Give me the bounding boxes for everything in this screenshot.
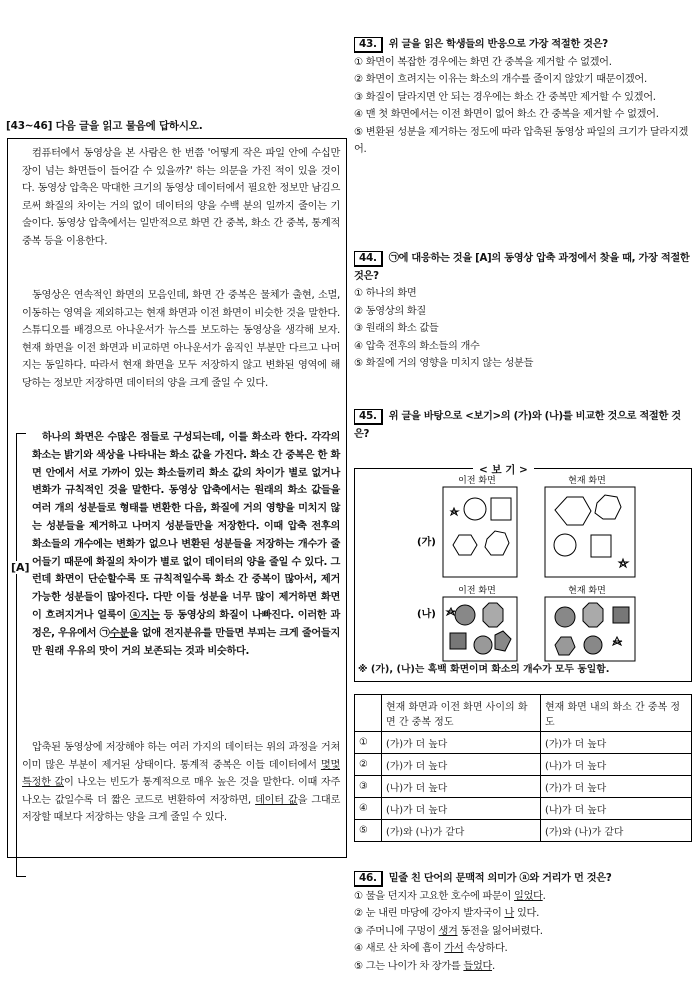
table-row[interactable] bbox=[355, 776, 692, 798]
underlined-data-value: 데이터 값 bbox=[255, 794, 298, 806]
question-44-title: ㉠에 대응하는 것을 [A]의 동영상 압축 과정에서 찾을 때, 가장 적절한 것은? bbox=[354, 253, 690, 282]
na-label: (나) bbox=[417, 609, 436, 620]
ga-label: (가) bbox=[417, 537, 436, 548]
q46-option-3[interactable]: ③ 주머니에 구멍이 생겨 동전을 잃어버렸다. bbox=[354, 925, 543, 937]
table-header-col1: 현재 화면과 이전 화면 사이의 화면 간 중복 정도 bbox=[382, 695, 541, 732]
row-cell-a: (나)가 더 높다 bbox=[382, 798, 541, 820]
question-45-title: 위 글을 바탕으로 <보기>의 (가)와 (나)를 비교한 것으로 적절한 것은? bbox=[354, 411, 681, 440]
q43-option-5[interactable]: ⑤ 변환된 성분을 제거하는 정도에 따라 압축된 동영상 파일의 크기가 달라지겠어. bbox=[354, 126, 688, 155]
q46-option-1[interactable]: ① 물을 던지자 고요한 호수에 파문이 일었다. bbox=[354, 890, 546, 902]
q44-option-1[interactable]: ① 하나의 화면 bbox=[354, 288, 417, 299]
underlined-word-a: ⓐ지는 bbox=[129, 609, 160, 621]
row-cell-b: (가)가 더 높다 bbox=[541, 732, 692, 754]
table-row[interactable] bbox=[355, 798, 692, 820]
q44-option-4[interactable]: ④ 압축 전후의 화소들의 개수 bbox=[354, 340, 480, 352]
bogi-box bbox=[354, 464, 692, 682]
question-number-44: 44. bbox=[354, 251, 383, 267]
bracket-a-label: [A] bbox=[11, 561, 30, 574]
row-cell-a: (가)가 더 높다 bbox=[382, 732, 541, 754]
table-row[interactable] bbox=[355, 820, 692, 842]
bogi-note: ※ (가), (나)는 흑백 화면이며 화소의 개수가 모두 동일함. bbox=[358, 664, 610, 675]
q44-option-2[interactable]: ② 동영상의 화질 bbox=[354, 305, 426, 317]
row-cell-a: (가)가 더 높다 bbox=[382, 754, 541, 776]
q46-option-2[interactable]: ② 눈 내린 마당에 강아지 발자국이 나 있다. bbox=[354, 908, 540, 919]
paragraph-a-text-3: 을 없애 전지분유를 만들면 부피는 크게 줄어들지만 원래 우유의 맛이 거의 보존되는 것과 비슷하다. bbox=[32, 627, 340, 657]
q44-option-5[interactable]: ⑤ 화질에 거의 영향을 미치지 않는 성분들 bbox=[354, 358, 534, 369]
table-row[interactable] bbox=[355, 732, 692, 754]
question-number-45: 45. bbox=[354, 409, 383, 425]
paragraph-4-text-1: 압축된 동영상에 저장해야 하는 여러 가지의 데이터는 위의 과정을 거쳐 이미 많은 부분이 제거된 상태이다. 통계적 중복은 이들 데이터에서 bbox=[22, 742, 340, 771]
question-46 bbox=[354, 870, 694, 975]
q43-option-1[interactable]: ① 화면이 복잡한 경우에는 화면 간 중복을 제거할 수 없겠어. bbox=[354, 56, 612, 68]
row-cell-b: (가)와 (나)가 같다 bbox=[541, 820, 692, 842]
passage-paragraph-2: 동영상은 연속적인 화면의 모음인데, 화면 간 중복은 물체가 출현, 소멸, 이동하는 영역을 제외하고는 현재 화면과 이전 화면이 비슷한 것을 말한다. 스튜디오를 배경으로 아나운서가 뉴스를 보도하는 동영상을 생각해 보자. 현재 화면을 이전 화면과 비교하면 아나운서가 움직인 부분만 다르고 나머지는 동일하다. 따라서 현재 화면을 모두 저장하지 않고 변화된 영역에 해당하는 정보만 저장하면 데이터의 양을 크게 줄일 수 있다. bbox=[22, 290, 340, 389]
row-cell-b: (가)가 더 높다 bbox=[541, 776, 692, 798]
question-46-title: 밑줄 친 단어의 문맥적 의미가 ⓐ와 거리가 먼 것은? bbox=[388, 873, 612, 884]
paragraph-a-text-1: 하나의 화면은 수많은 점들로 구성되는데, 이를 화소라 한다. 각각의 화소는 밝기와 색상을 나타내는 화소 값을 가진다. 화소 간 중복은 한 화면 안에서 서로 가까이 있는 화소들끼리 화소 값의 차이가 별로 없거나 변화가 규칙적인 것을 말한다. 동영상 압축에서는 원래의 화소 값들을 여러 개의 성분들로 형태를 변환한 다음, 화질에 거의 영향을 미치지 않는 성분들을 제거하고 나머지 성분들만을 저장한다. 이때 압축 전후의 화소들의 개수에는 변화가 없으나 변환된 성분들을 저장하는 개수가 줄어들기 때문에 화질의 차이가 별로 없이 데이터의 양을 줄일 수 있다. 그런데 화면이 단순할수록 또 규칙적일수록 화소 간 중복이 많아서, 제거 가능한 성분들이 많아진다. 다만 이들 성분을 너무 많이 제거하면 화면이 흐려지거나 얼룩이 bbox=[32, 432, 340, 621]
passage-box bbox=[7, 138, 347, 858]
row-cell-b: (나)가 더 높다 bbox=[541, 754, 692, 776]
row-cell-b: (나)가 더 높다 bbox=[541, 798, 692, 820]
table-row[interactable] bbox=[355, 754, 692, 776]
row-cell-a: (나)가 더 높다 bbox=[382, 776, 541, 798]
row-number: ② bbox=[355, 754, 382, 776]
row-number: ③ bbox=[355, 776, 382, 798]
ga-curr-label: 현재 화면 bbox=[568, 476, 606, 486]
row-number: ① bbox=[355, 732, 382, 754]
bogi-figure bbox=[355, 475, 691, 665]
question-43 bbox=[354, 36, 694, 159]
question-number-43: 43. bbox=[354, 37, 383, 53]
q46-option-5[interactable]: ⑤ 그는 나이가 차 장가를 들었다. bbox=[354, 960, 495, 972]
paragraph-4-text-2: 이 나오는 빈도가 통계적으로 매우 높은 것을 말한다. 이때 자주 나오는 값일수록 더 짧은 코드로 변환하여 저장하면, bbox=[22, 777, 340, 806]
underlined-word-giyeok: 수분 bbox=[109, 627, 129, 639]
passage-paragraph-a bbox=[32, 429, 340, 660]
paragraph-a-text-2: 등 동영상의 화질이 나빠진다. 이러한 과정은, 우유에서 ㉠ bbox=[32, 609, 340, 639]
question-45 bbox=[354, 408, 694, 443]
question-43-title: 위 글을 읽은 학생들의 반응으로 가장 적절한 것은? bbox=[388, 39, 608, 50]
na-prev-label: 이전 화면 bbox=[458, 586, 496, 596]
bogi-title: < 보 기 > bbox=[473, 462, 534, 477]
q43-option-3[interactable]: ③ 화질이 달라지면 안 되는 경우에는 화소 간 중복만 제거할 수 있겠어. bbox=[354, 91, 656, 103]
row-number: ④ bbox=[355, 798, 382, 820]
question-number-46: 46. bbox=[354, 871, 383, 887]
underlined-specific-values: 몇몇 특정한 값 bbox=[22, 759, 340, 789]
na-curr-label: 현재 화면 bbox=[568, 586, 606, 596]
row-number: ⑤ bbox=[355, 820, 382, 842]
passage-paragraph-1: 컴퓨터에서 동영상을 본 사람은 한 번쯤 '어떻게 작은 파일 안에 수십만 장이 넘는 화면들이 들어갈 수 있을까?' 하는 의문을 가진 적이 있을 것이다. 동영상 압축은 막대한 크기의 동영상 데이터에서 필요한 정보만 남김으로써 화질의 차이는 거의 없이 데이터의 양을 수백 분의 일까지 줄이는 기술이다. 동영상 압축에서는 일반적으로 화면 간 중복, 화소 간 중복, 통계적 중복 등을 이용한다. bbox=[22, 148, 340, 247]
q45-answer-table bbox=[354, 694, 692, 842]
q46-option-4[interactable]: ④ 새로 산 차에 흠이 가서 속상하다. bbox=[354, 943, 508, 954]
q43-option-4[interactable]: ④ 맨 첫 화면에서는 이전 화면이 없어 화소 간 중복을 제거할 수 없겠어. bbox=[354, 109, 659, 120]
table-header-col2: 현재 화면 내의 화소 간 중복 정도 bbox=[541, 695, 692, 732]
q44-option-3[interactable]: ③ 원래의 화소 값들 bbox=[354, 323, 439, 334]
paragraph-4-text-3: 을 그대로 저장할 때보다 저장하는 양을 크게 줄일 수 있다. bbox=[22, 794, 341, 824]
ga-prev-label: 이전 화면 bbox=[458, 476, 496, 486]
passage-paragraph-4 bbox=[22, 739, 340, 827]
q43-option-2[interactable]: ② 화면이 흐려지는 이유는 화소의 개수를 줄이지 않았기 때문이겠어. bbox=[354, 74, 647, 85]
question-44 bbox=[354, 250, 694, 373]
row-cell-a: (가)와 (나)가 같다 bbox=[382, 820, 541, 842]
section-header: [43~46] 다음 글을 읽고 물음에 답하시오. bbox=[6, 120, 203, 132]
